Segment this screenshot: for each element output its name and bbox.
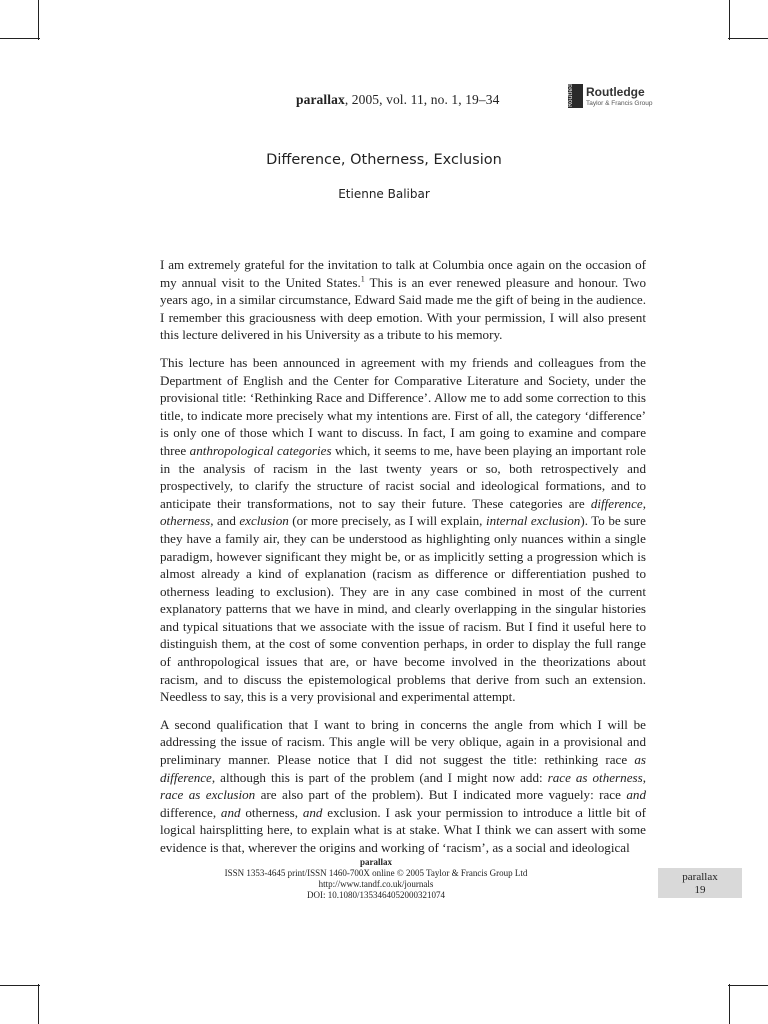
article-author: Etienne Balibar [338, 187, 430, 201]
footer-doi[interactable]: DOI: 10.1080/1353464052000321074 [307, 890, 445, 900]
footnote-marker[interactable]: 1 [360, 274, 365, 284]
paragraph-2: This lecture has been announced in agreement with my friends and colleagues from the Department of English and the Center for Comparative Literature and Society, under the provisional title: ‘Rethinking Race and Difference’. Allow me to add some correction to this title, to indicate more precisely what my intentions are. First of all, the category ‘difference’ is only one of those which I want to discuss. In fact, I am going to examine and compare three anthropological categories which, it seems to me, have been playing an important role in the analysis of racism in the last twenty years or so, both retrospectively and prospectively, to clarify the structure of racist social and ideological formations, and to anticipate their transformations, not to say their future. These categories are difference, otherness, and exclusion (or more precisely, as I will explain, internal exclusion). To be sure they have a family air, they can be understood as highlighting only nuances within a single paradigm, however significant they might be, or as implicitly setting a progression which is almost already a kind of explanation (racism as difference or differentiation pushed to otherness leading to exclusion). They are in any case combined in most of the current explanatory patterns that we have in mind, and clearly overlapping in the singular histories and typical situations that we associate with the issue of racism. But I find it useful here to distinguish them, at the cost of some convention perhaps, in order to display the full range of anthropological issues that are, or have become involved in the theorizations about racism, and to discuss the epistemological problems that derive from such an extension. Needless to say, this is a very provisional and experimental attempt. [160, 354, 646, 705]
paragraph-1: I am extremely grateful for the invitation to talk at Columbia once again on the occasion of my annual visit to the United States.$^1$ This is an ever renewed pleasure and honour. Two years ago, in a similar circumstance, Edward Said made me the gift of being in the audience. I remember this graciousness with deep emotion. With your permission, I will also present this lecture delivered in his University as a tribute to his memory. [160, 257, 646, 343]
page-box-journal: parallax [682, 871, 718, 883]
crop-mark [728, 38, 768, 39]
article-body [160, 256, 646, 867]
crop-mark [729, 984, 730, 1024]
footer-url[interactable]: http://www.tandf.co.uk/journals [318, 879, 434, 889]
page-number: 19 [694, 884, 706, 896]
crop-mark [38, 984, 39, 1024]
publisher-logo [567, 76, 678, 110]
page-number-box [658, 868, 742, 898]
crop-mark [38, 0, 39, 40]
crop-mark [729, 0, 730, 40]
routledge-mark-icon: Routledge [568, 84, 583, 108]
crop-mark [728, 985, 768, 986]
paragraph-3: A second qualification that I want to bring in concerns the angle from which I will be addressing the issue of racism. This angle will be very oblique, again in a provisional and preliminary manner. Please notice that I did not suggest the title: rethinking race as difference, although this is part of the problem (and I might now add: race as otherness, race as exclusion are also part of the problem). But I indicated more vaguely: race and difference, and otherness, and exclusion. I ask your permission to introduce a little bit of logical hairsplitting here, to explain what is at stake. What I think we can assert with some evidence is that, wherever the origins and working of ‘racism’, as a social and ideological [160, 716, 646, 855]
journal-citation [296, 92, 499, 108]
article-title: Difference, Otherness, Exclusion [266, 152, 502, 168]
journal-name: parallax [296, 92, 345, 107]
publisher-name: Routledge [586, 85, 645, 99]
publisher-tagline: Taylor & Francis Group [586, 100, 653, 107]
page-footer [184, 857, 568, 901]
citation-details: , 2005, vol. 11, no. 1, 19–34 [344, 92, 500, 107]
footer-journal: parallax [359, 857, 392, 867]
footer-issn: ISSN 1353-4645 print/ISSN 1460-700X online © 2005 Taylor & Francis Group Ltd [224, 868, 528, 878]
crop-mark [0, 985, 40, 986]
crop-mark [0, 38, 40, 39]
